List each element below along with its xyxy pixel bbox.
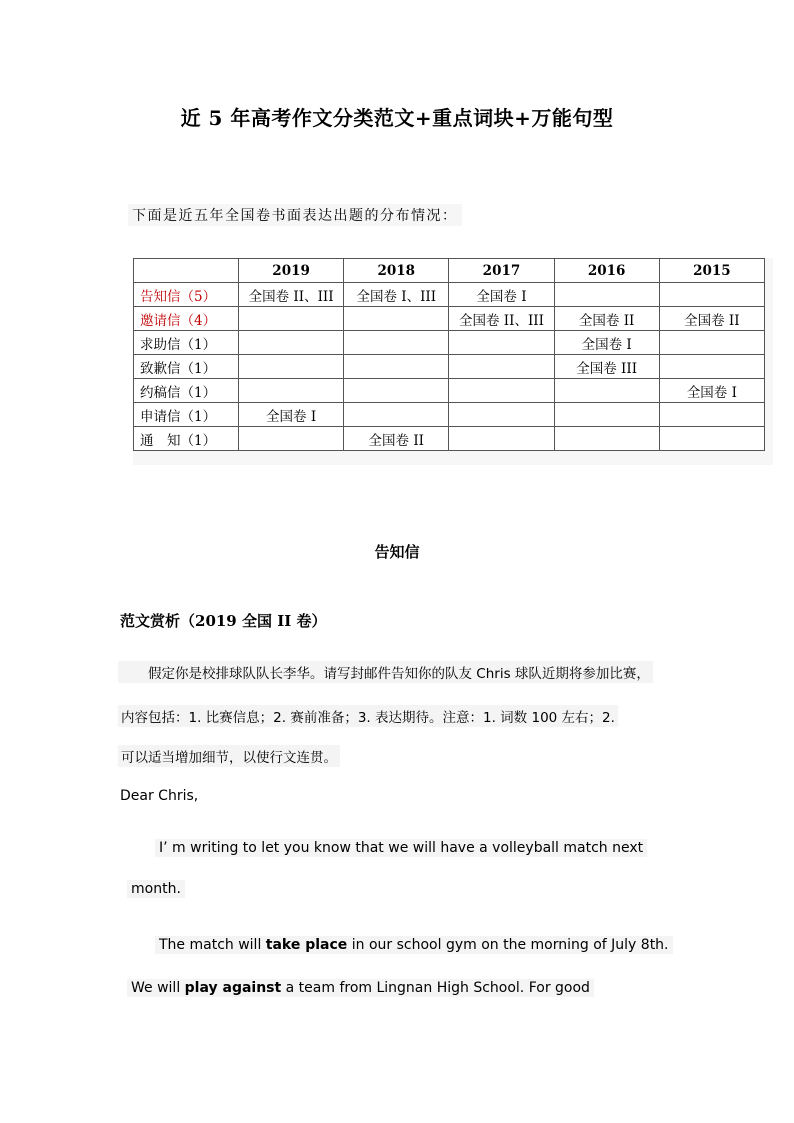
prompt-line-3: 可以适当增加细节，以使行文连贯。 xyxy=(118,745,340,767)
table-cell xyxy=(344,331,449,355)
table-row xyxy=(134,427,765,451)
table-row xyxy=(134,283,765,307)
table-cell: 全国卷 I xyxy=(554,331,659,355)
table-row xyxy=(134,379,765,403)
table-cell xyxy=(449,403,554,427)
row-label: 申请信（1） xyxy=(134,403,239,427)
table-cell xyxy=(554,427,659,451)
essay-greeting: Dear Chris, xyxy=(120,788,199,804)
table-header-row xyxy=(134,259,765,283)
table-row xyxy=(134,355,765,379)
distribution-table-container xyxy=(133,258,773,465)
table-corner-cell xyxy=(134,259,239,283)
table-cell: 全国卷 II、III xyxy=(239,283,344,307)
table-cell xyxy=(449,331,554,355)
table-cell xyxy=(239,427,344,451)
intro-text: 下面是近五年全国卷书面表达出题的分布情况： xyxy=(128,204,462,226)
key-phrase: take place xyxy=(265,937,348,953)
document-title: 近 5 年高考作文分类范文+重点词块+万能句型 xyxy=(180,106,614,130)
table-cell: 全国卷 I、III xyxy=(344,283,449,307)
table-cell xyxy=(554,403,659,427)
table-cell xyxy=(239,331,344,355)
year-header: 2019 xyxy=(239,259,344,283)
table-cell xyxy=(239,355,344,379)
table-cell xyxy=(344,403,449,427)
table-cell xyxy=(449,427,554,451)
table-cell: 全国卷 II xyxy=(344,427,449,451)
table-cell xyxy=(449,379,554,403)
row-label: 通 知（1） xyxy=(134,427,239,451)
table-cell xyxy=(554,283,659,307)
essay-line-4 xyxy=(127,979,594,997)
essay-text: The match will xyxy=(159,937,266,953)
table-cell xyxy=(554,379,659,403)
key-phrase: play against xyxy=(184,980,282,996)
essay-line-2: month. xyxy=(127,880,185,898)
row-label: 致歉信（1） xyxy=(134,355,239,379)
prompt-line-1: 假定你是校排球队队长李华。请写封邮件告知你的队友 Chris 球队近期将参加比赛， xyxy=(118,661,653,683)
prompt-line-2: 内容包括：1. 比赛信息；2. 赛前准备；3. 表达期待。注意：1. 词数 100 左右；2. xyxy=(118,705,618,727)
table-row xyxy=(134,331,765,355)
row-label: 求助信（1） xyxy=(134,331,239,355)
essay-line-1: I’ m writing to let you know that we will have a volleyball match next xyxy=(155,839,647,857)
table-cell xyxy=(344,379,449,403)
essay-line-3 xyxy=(155,936,673,954)
essay-text: a team from Lingnan High School. For good xyxy=(281,980,590,996)
table-cell xyxy=(449,355,554,379)
section-heading: 告知信 xyxy=(374,543,420,561)
table-row xyxy=(134,307,765,331)
row-label: 邀请信（4） xyxy=(134,307,239,331)
table-cell: 全国卷 III xyxy=(554,355,659,379)
table-cell xyxy=(239,307,344,331)
table-cell xyxy=(659,403,764,427)
row-label: 约稿信（1） xyxy=(134,379,239,403)
table-cell xyxy=(659,331,764,355)
table-cell: 全国卷 I xyxy=(659,379,764,403)
table-cell xyxy=(239,379,344,403)
table-cell xyxy=(344,307,449,331)
table-cell xyxy=(659,283,764,307)
year-header: 2015 xyxy=(659,259,764,283)
table-cell xyxy=(659,427,764,451)
table-cell: 全国卷 II xyxy=(659,307,764,331)
table-row xyxy=(134,403,765,427)
row-label: 告知信（5） xyxy=(134,283,239,307)
essay-text: We will xyxy=(131,980,185,996)
year-header: 2016 xyxy=(554,259,659,283)
table-cell: 全国卷 II、III xyxy=(449,307,554,331)
section-subheading: 范文赏析（2019 全国 II 卷） xyxy=(120,612,327,630)
table-cell: 全国卷 I xyxy=(449,283,554,307)
table-cell xyxy=(344,355,449,379)
table-cell: 全国卷 II xyxy=(554,307,659,331)
table-cell xyxy=(659,355,764,379)
distribution-table xyxy=(133,258,765,451)
year-header: 2018 xyxy=(344,259,449,283)
year-header: 2017 xyxy=(449,259,554,283)
essay-text: in our school gym on the morning of July 8th. xyxy=(347,937,669,953)
table-cell: 全国卷 I xyxy=(239,403,344,427)
